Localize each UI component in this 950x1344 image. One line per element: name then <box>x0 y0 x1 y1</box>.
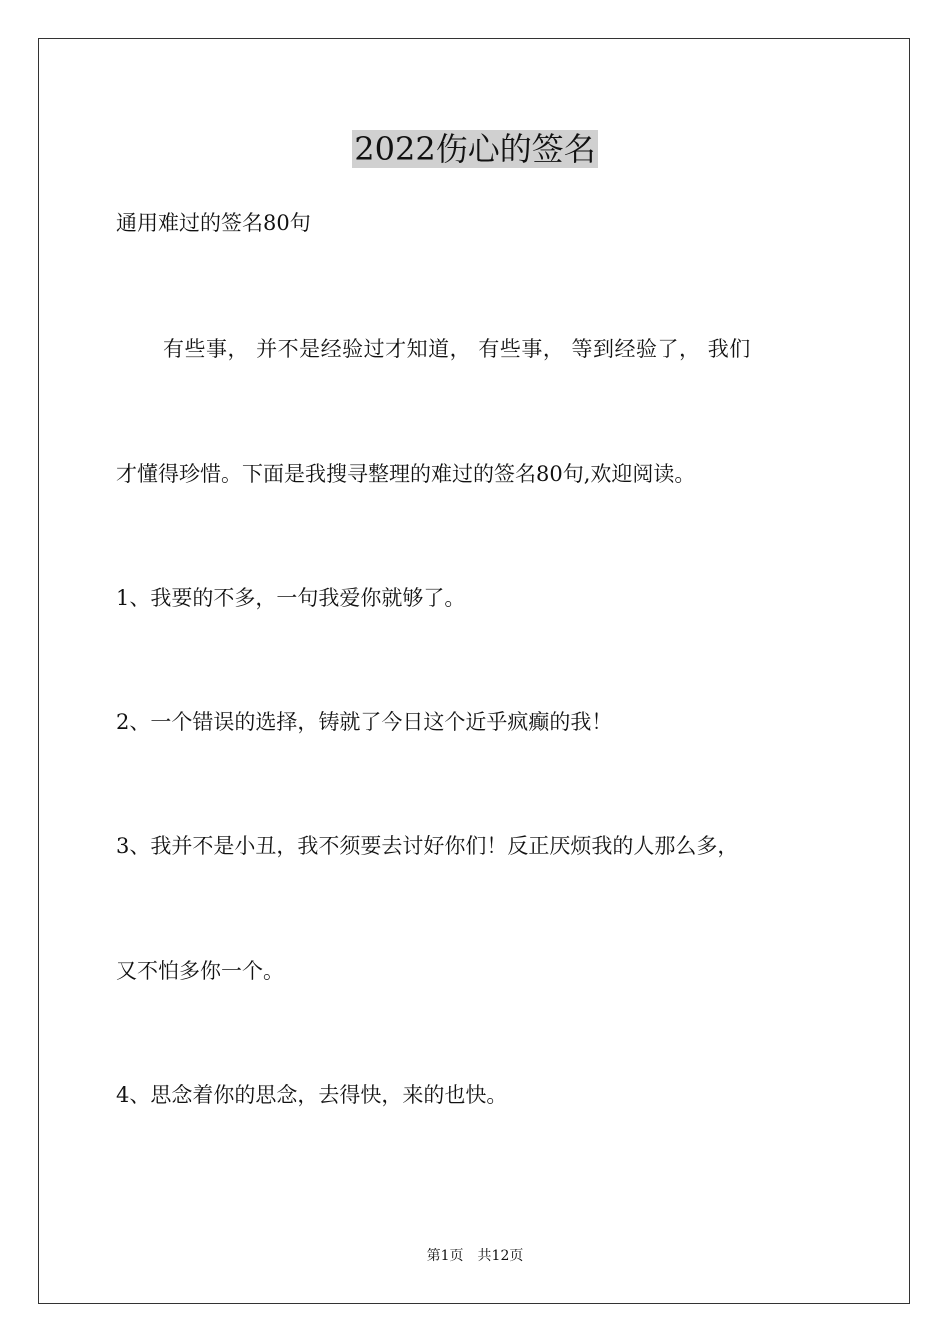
list-item: 2、一个错误的选择，铸就了今日这个近乎疯癫的我！ <box>116 710 613 734</box>
list-item: 4、思念着你的思念，去得快，来的也快。 <box>116 1083 508 1107</box>
list-item: 1、我要的不多，一句我爱你就够了。 <box>116 586 466 610</box>
subtitle: 通用难过的签名80句 <box>116 211 311 235</box>
page-footer: 第1页 共12页 <box>426 1248 524 1264</box>
document-title-wrap <box>0 128 950 170</box>
intro-paragraph-line-2: 才懂得珍惜。下面是我搜寻整理的难过的签名80句,欢迎阅读。 <box>116 462 696 486</box>
document-title: 2022伤心的签名 <box>354 130 596 168</box>
list-item-continuation: 又不怕多你一个。 <box>116 959 284 983</box>
list-item: 3、我并不是小丑，我不须要去讨好你们！反正厌烦我的人那么多， <box>116 834 739 858</box>
intro-paragraph-line-1: 有些事， 并不是经验过才知道， 有些事， 等到经验了， 我们 <box>163 337 751 361</box>
